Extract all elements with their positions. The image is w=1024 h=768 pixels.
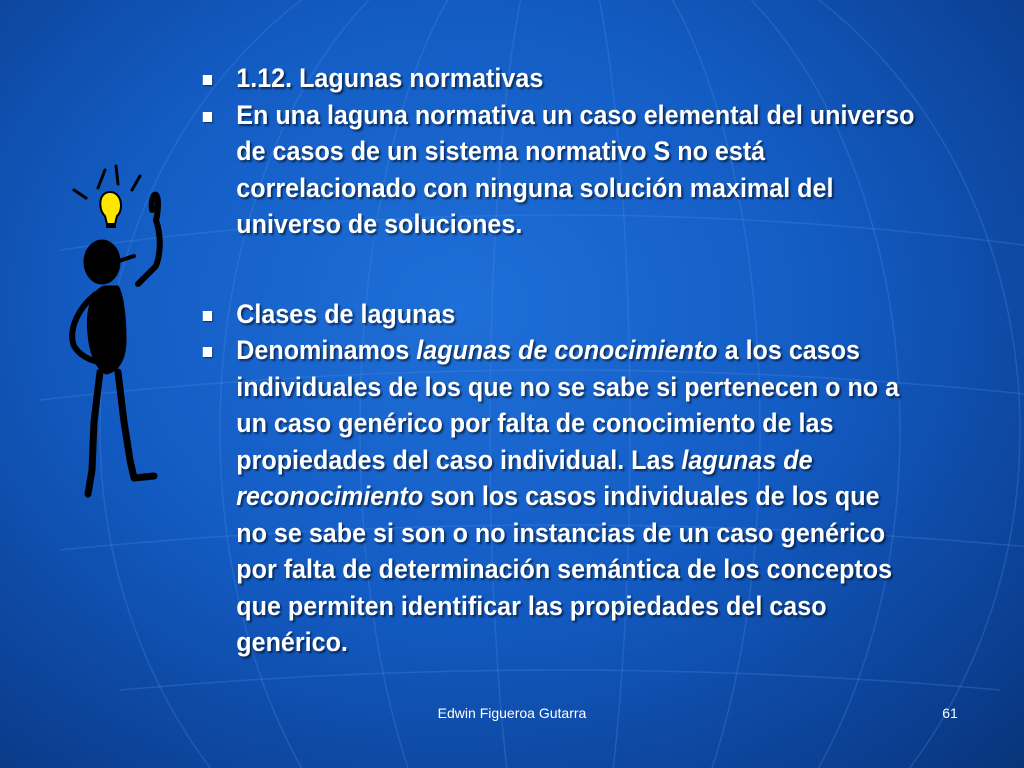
square-bullet-icon xyxy=(203,75,212,85)
slide-body xyxy=(200,60,916,661)
bullet-item-subtitle xyxy=(200,296,916,333)
explanation-text xyxy=(236,335,899,657)
explanation-part: Denominamos xyxy=(236,335,417,365)
bullet-item-definition xyxy=(200,97,916,243)
bullet-item-section-title xyxy=(200,60,916,97)
bullet-item-explanation xyxy=(200,332,916,661)
section-title: 1.12. Lagunas normativas xyxy=(236,63,544,93)
explanation-part: a los casos individuales de los que no se sabe si pertenecen o no a un caso genérico por falta de conocimiento de las propiedades del caso individual. Las xyxy=(236,335,900,475)
square-bullet-icon xyxy=(203,347,212,357)
square-bullet-icon xyxy=(203,112,212,122)
lightbulb-icon xyxy=(100,192,121,228)
term-lagunas-de-reconocimiento: lagunas de reconocimiento xyxy=(236,444,813,511)
definition-text: En una laguna normativa un caso elemental del universo de casos de un sistema normativo S no está correlacionado con ninguna solución maximal del universo de soluciones. xyxy=(236,99,915,239)
footer-author: Edwin Figueroa Gutarra xyxy=(437,705,587,721)
page-number: 61 xyxy=(942,705,958,721)
term-lagunas-de-conocimiento: lagunas de conocimiento xyxy=(416,335,718,365)
square-bullet-icon xyxy=(203,311,212,321)
subtitle-text: Clases de lagunas xyxy=(236,298,456,329)
explanation-part: son los casos individuales de los que no se sabe si son o no instancias de un caso genérico por falta de determinación semántica de los conceptos que permiten identificar las propiedades del caso genérico. xyxy=(236,481,893,657)
idea-stick-figure-icon xyxy=(60,160,180,520)
